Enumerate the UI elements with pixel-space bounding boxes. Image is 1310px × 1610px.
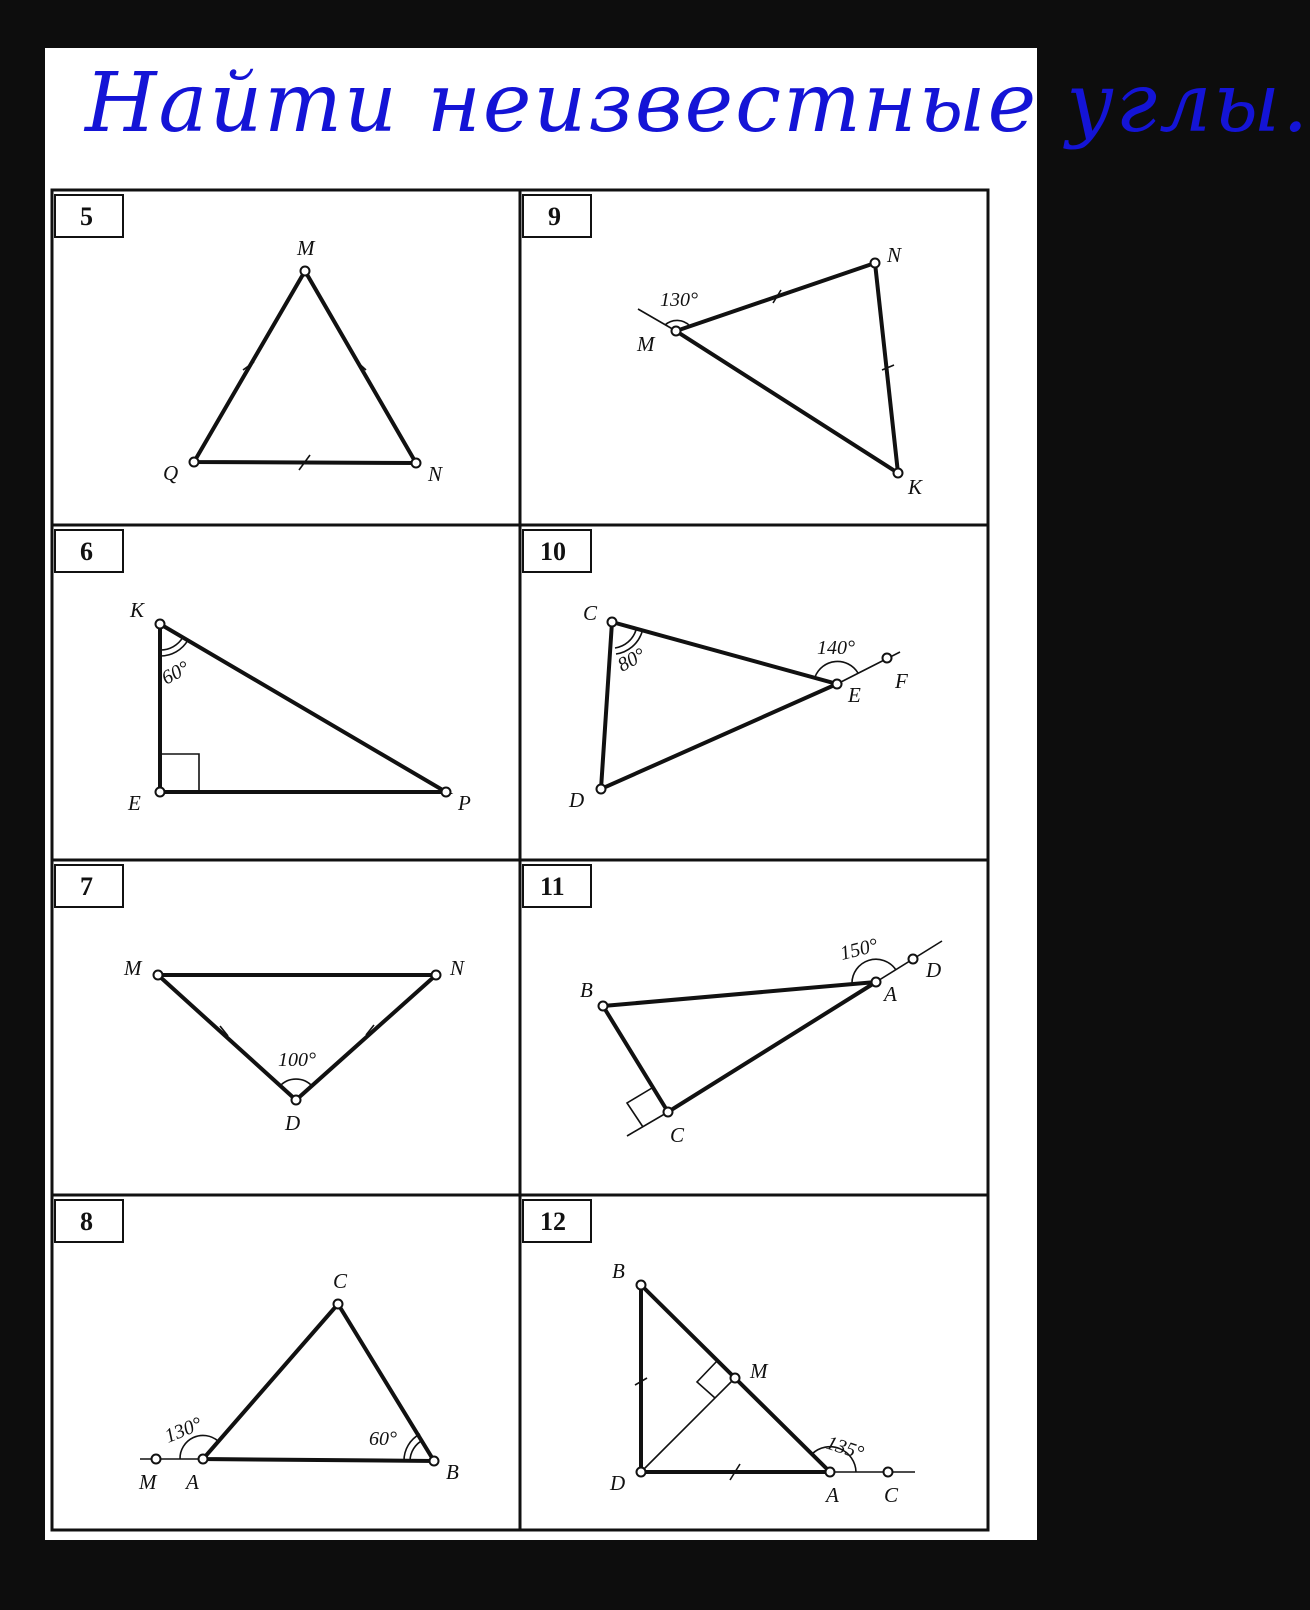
vertex-point	[871, 259, 880, 268]
triangle-abc	[203, 1304, 434, 1461]
problem-number-5: 5	[80, 202, 93, 231]
problem-number-12: 12	[540, 1207, 566, 1236]
vertex-point	[608, 618, 617, 627]
vertex-point	[826, 1468, 835, 1477]
vertex-point	[430, 1457, 439, 1466]
vertex-point	[292, 1096, 301, 1105]
figure-11-right-triangle-exterior-angle	[580, 934, 942, 1147]
vertex-label-k: K	[908, 475, 923, 499]
triangle-mnd	[158, 975, 436, 1100]
figure-9-triangle-exterior-angle	[636, 243, 923, 499]
angle-arc	[815, 661, 858, 677]
vertex-point	[334, 1300, 343, 1309]
vertex-label-c: C	[333, 1269, 348, 1293]
vertex-point	[597, 785, 606, 794]
problem-number-11: 11	[540, 872, 565, 901]
vertex-point	[442, 788, 451, 797]
right-angle-mark	[627, 1088, 652, 1127]
vertex-point	[156, 788, 165, 797]
angle-label-130: 130°	[660, 289, 698, 311]
vertex-label-b: B	[446, 1460, 459, 1484]
figure-12-right-triangle-altitude	[609, 1259, 915, 1507]
angle-label-80: 80°	[614, 643, 650, 677]
vertex-point	[672, 327, 681, 336]
vertex-label-c: C	[884, 1483, 899, 1507]
vertex-point	[884, 1468, 893, 1477]
vertex-label-b: B	[580, 978, 593, 1002]
vertex-point	[190, 458, 199, 467]
vertex-label-m: M	[139, 1470, 157, 1494]
vertex-label-m: M	[297, 236, 315, 260]
vertex-label-n: N	[887, 243, 902, 267]
vertex-point	[872, 978, 881, 987]
angle-arc	[160, 637, 183, 650]
handwritten-heading: Найти неизвестные углы.	[85, 56, 1310, 151]
vertex-point	[154, 971, 163, 980]
angle-label-60: 60°	[158, 656, 194, 690]
vertex-point	[199, 1455, 208, 1464]
vertex-label-d: D	[926, 958, 942, 982]
problem-number-9: 9	[548, 202, 561, 231]
vertex-point	[664, 1108, 673, 1117]
vertex-point	[833, 680, 842, 689]
angle-arc	[160, 640, 188, 656]
angle-label-100: 100°	[278, 1049, 316, 1071]
altitude-dm	[641, 1378, 735, 1472]
vertex-point	[637, 1468, 646, 1477]
vertex-point	[152, 1455, 161, 1464]
angle-label-135: 135°	[823, 1431, 867, 1465]
vertex-label-n: N	[428, 462, 443, 486]
triangle-mnk	[676, 263, 898, 473]
vertex-point	[599, 1002, 608, 1011]
vertex-label-d: D	[569, 788, 585, 812]
problem-number-7: 7	[80, 872, 93, 901]
vertex-point	[412, 459, 421, 468]
vertex-label-n: N	[450, 956, 465, 980]
vertex-point	[883, 654, 892, 663]
vertex-point	[894, 469, 903, 478]
problem-grid	[52, 190, 988, 1530]
angle-arc	[665, 320, 690, 326]
problem-number-8: 8	[80, 1207, 93, 1236]
vertex-point	[909, 955, 918, 964]
vertex-point	[301, 267, 310, 276]
vertex-point	[432, 971, 441, 980]
right-angle-mark	[160, 754, 199, 792]
figure-10-triangle-exterior-angle	[568, 601, 908, 812]
vertex-label-f: F	[895, 669, 908, 693]
angle-arc	[404, 1434, 420, 1461]
side-extension	[638, 309, 676, 331]
vertex-label-q: Q	[163, 461, 179, 485]
vertex-label-e: E	[128, 791, 141, 815]
angle-label-140: 140°	[817, 637, 855, 659]
angle-label-150: 150°	[837, 934, 881, 965]
angle-arc	[280, 1079, 312, 1086]
vertex-label-m: M	[637, 332, 655, 356]
vertex-label-m: M	[124, 956, 142, 980]
vertex-label-d: D	[610, 1471, 626, 1495]
vertex-label-k: K	[130, 598, 145, 622]
problem-number-6: 6	[80, 537, 93, 566]
figure-6-right-triangle	[127, 598, 471, 815]
vertex-point	[156, 620, 165, 629]
angle-label-60: 60°	[369, 1428, 397, 1450]
triangle-mqn	[194, 271, 416, 463]
vertex-label-a: A	[826, 1483, 839, 1507]
vertex-label-c: C	[670, 1123, 685, 1147]
vertex-label-m: M	[750, 1359, 768, 1383]
figure-8-triangle-exterior-angle	[138, 1269, 459, 1494]
triangle-kep	[160, 624, 446, 792]
vertex-label-p: P	[458, 791, 471, 815]
vertex-label-b: B	[612, 1259, 625, 1283]
right-angle-mark	[697, 1361, 717, 1398]
vertex-label-a: A	[884, 982, 897, 1006]
vertex-label-a: A	[186, 1470, 199, 1494]
angle-label-130: 130°	[161, 1413, 206, 1448]
vertex-point	[731, 1374, 740, 1383]
vertex-label-d: D	[285, 1111, 301, 1135]
figure-5-equilateral-triangle	[163, 236, 443, 486]
problem-number-10: 10	[540, 537, 566, 566]
vertex-label-e: E	[848, 683, 861, 707]
vertex-label-c: C	[583, 601, 598, 625]
side-extension	[627, 1112, 668, 1136]
vertex-point	[637, 1281, 646, 1290]
figure-7-isosceles-triangle	[123, 956, 465, 1135]
